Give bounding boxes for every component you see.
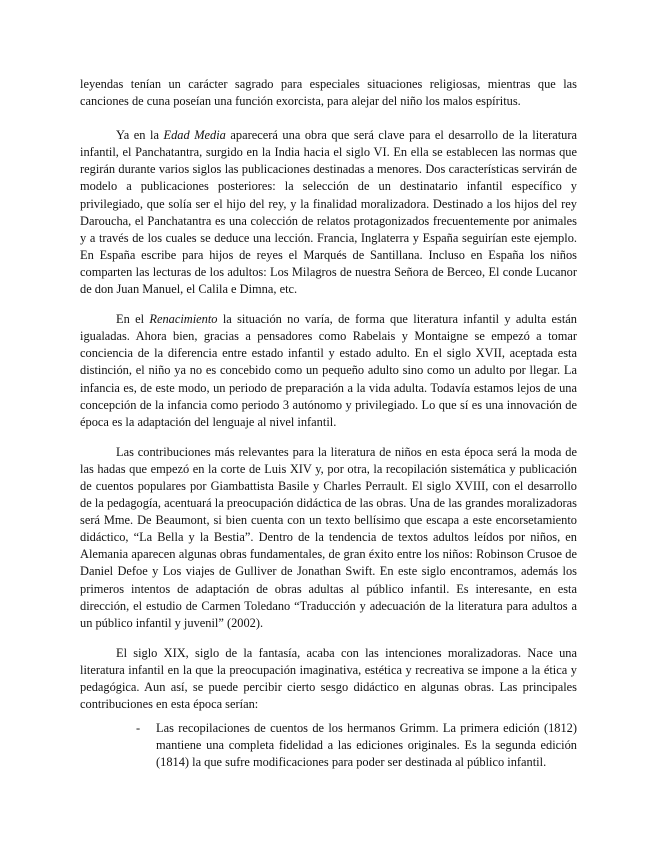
paragraph-continuation: leyendas tenían un carácter sagrado para especiales situaciones religiosas, mientras que las canciones de cuna poseían una función exorcista, para alejar del niño los malos espíritus. [80, 77, 577, 109]
paragraph-contribuciones: Las contribuciones más relevantes para la literatura de niños en esta época será la moda de las hadas que empezó en la corte de Luis XIV y, por otra, la recopilación sistemática y publicación de cuentos populares por Giambattista Basile y Charles Perrault. El siglo XVIII, con el desarrollo de la pedagogía, acentuará la preocupación didáctica de las obras. Una de las grandes moralizadoras será Mme. De Beaumont, si bien cuenta con un texto bellísimo que escapa a este encorsetamiento didáctico, “La Bella y la Bestia”. Dentro de la tendencia de textos adultos leídos por niños, en Alemania aparecen algunas obras fundamentales, de gran éxito entre los niños: Robinson Crusoe de Daniel Defoe y Los viajes de Gulliver de Jonathan Swift. En este siglo encontramos, además los primeros intentos de adaptación de obras adultas al público infantil. Es interesante, en esta dirección, el estudio de Carmen Toledano “Traducción y adecuación de la literatura para adultos a un público infantil y juvenil” (2002). [80, 444, 577, 630]
paragraph-edad-media-post: aparecerá una obra que será clave para el desarrollo de la literatura infantil, el Panchatantra, surgido en la India hacia el siglo VI. En ella se establecen las normas que regirán durante varios siglos las publicaciones destinadas a menores. Dos características servirán de modelo a publicaciones posteriores: la selección de un destinatario infantil específico y privilegiado, que solía ser el hijo del rey, y la finalidad moralizadora. Destinado a los hijos del rey Daroucha, el Panchatantra es una colección de relatos protagonizados frecuentemente por animales y a través de los cuales se deduce una lección. Francia, Inglaterra y España seguirían este ejemplo. En España escribe para hijos de reyes el Marqués de Santillana. Incluso en España los niños comparten las lecturas de los adultos: Los Milagros de nuestra Señora de Berceo, El conde Lucanor de don Juan Manuel, el Calila e Dimna, etc. [80, 128, 577, 297]
list-item [80, 720, 577, 771]
term-edad-media: Edad Media [163, 128, 226, 143]
paragraph-siglo-xix: El siglo XIX, siglo de la fantasía, acaba con las intenciones moralizadoras. Nace una literatura infantil en la que la preocupación imaginativa, estética y recreativa se impone a la ética y pedagógica. Aun así, se puede percibir cierto sesgo didáctico en algunas obras. Las principales contribuciones en esta época serían: [80, 645, 577, 712]
paragraph-renacimiento [80, 311, 577, 431]
paragraph-renacimiento-pre: En el [116, 312, 150, 327]
paragraph-edad-media-pre: Ya en la [116, 128, 164, 143]
list-item-text: Las recopilaciones de cuentos de los hermanos Grimm. La primera edición (1812) mantiene una completa fidelidad a las ediciones originales. Es la segunda edición (1814) la que sufre modificaciones para poder ser destinada al público infantil. [156, 721, 577, 770]
paragraph-edad-media [80, 127, 577, 298]
list-item-marker: - [136, 721, 141, 736]
contribuciones-list [80, 720, 577, 771]
term-renacimiento: Renacimiento [149, 312, 218, 327]
paragraph-renacimiento-post: la situación no varía, de forma que literatura infantil y adulta están igualadas. Ahora bien, gracias a pensadores como Rabelais y Montaigne se empezó a tomar conciencia de la diferencia entre estado infantil y estado adulto. En el siglo XVII, aceptada esta distinción, el niño ya no es concebido como un pequeño adulto sino como un adulto por llegar. La infancia es, de este modo, un periodo de preparación a la vida adulta. Todavía estamos lejos de una concepción de la infancia como periodo 3 autónomo y privilegiado. Lo que sí es una innovación de época es la adaptación del lenguaje al nivel infantil. [80, 312, 578, 429]
